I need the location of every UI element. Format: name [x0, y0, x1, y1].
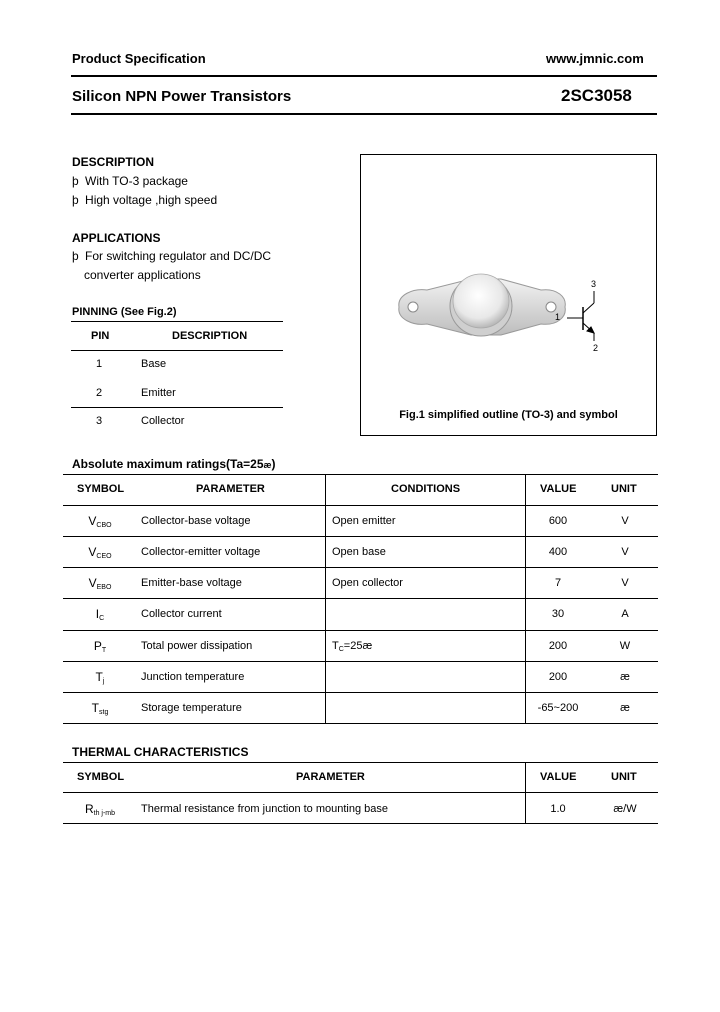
symbol-pin-3-label: 3 [591, 279, 597, 289]
pinning-col-description: DESCRIPTION [172, 330, 248, 342]
bullet-icon: þ [72, 193, 79, 207]
abs-rule-top [63, 474, 658, 475]
pinning-rule-header [71, 350, 283, 351]
header-left: Product Specification [72, 51, 206, 66]
table-row-parameter: Total power dissipation [141, 640, 253, 652]
pinning-row-3-pin: 3 [96, 415, 103, 427]
thermal-rule-bottom [63, 823, 658, 824]
abs-rule-bottom [63, 723, 658, 724]
thermal-row-unit: æ/W [613, 803, 637, 815]
to3-package-icon [399, 274, 565, 336]
abs-rule-5 [63, 661, 658, 662]
table-row-symbol: $V_{CEO}$ [88, 545, 112, 560]
table-row-condition: Open base [332, 546, 386, 558]
table-row-unit: A [621, 608, 629, 620]
table-row-value: 30 [551, 608, 565, 620]
abs-rule-4 [63, 630, 658, 631]
abs-col-unit: UNIT [611, 483, 637, 495]
pinning-row-1-desc: Base [141, 358, 167, 370]
to3-package-figure [361, 155, 656, 435]
abs-rule-header [63, 505, 658, 506]
thermal-col-parameter: PARAMETER [296, 771, 365, 783]
table-row-parameter: Emitter-base voltage [141, 577, 242, 589]
table-row-symbol: $V_{CBO}$ [88, 514, 112, 529]
description-item-2: þ High voltage ,high speed [72, 193, 218, 207]
table-row-parameter: Storage temperature [141, 702, 242, 714]
abs-rule-3 [63, 598, 658, 599]
table-row-value: 200 [548, 640, 568, 652]
thermal-row-value: 1.0 [550, 803, 566, 815]
abs-col-divider-1 [325, 474, 326, 723]
table-row-condition: Open emitter [332, 515, 396, 527]
table-row-parameter: Junction temperature [141, 671, 245, 683]
abs-rule-1 [63, 536, 658, 537]
table-row-symbol: $V_{EBO}$ [88, 576, 112, 591]
table-row-value: 200 [548, 671, 568, 683]
abs-col-value: VALUE [540, 483, 577, 495]
thermal-row-symbol: $R_{th j-mb}$ [84, 802, 116, 817]
description-item-1: þ With TO-3 package [72, 174, 188, 188]
table-row-unit: æ [620, 702, 630, 714]
thermal-heading: THERMAL CHARACTERISTICS [72, 745, 249, 759]
table-row-value: 400 [548, 546, 568, 558]
description-heading: DESCRIPTION [72, 155, 155, 169]
npn-transistor-symbol [567, 291, 594, 341]
abs-rule-6 [63, 692, 658, 693]
abs-col-divider-2 [525, 474, 526, 723]
table-row-value: -65~200 [537, 702, 579, 714]
pinning-row-2-pin: 2 [96, 387, 103, 399]
pinning-rule-top [71, 321, 283, 322]
table-row-symbol: $I_C$ [95, 607, 105, 622]
header-rule-bottom [71, 113, 657, 115]
abs-max-heading: Absolute maximum ratings(Ta=25æ) [72, 457, 276, 471]
table-row-unit: V [621, 577, 629, 589]
applications-heading: APPLICATIONS [72, 231, 161, 245]
abs-col-parameter: PARAMETER [196, 483, 265, 495]
pinning-row-1-pin: 1 [96, 358, 103, 370]
thermal-col-unit: UNIT [611, 771, 637, 783]
table-row-symbol: $T_{stg}$ [91, 701, 109, 716]
thermal-col-symbol: SYMBOL [77, 771, 125, 783]
abs-rule-2 [63, 567, 658, 568]
table-row-symbol: $P_T$ [93, 639, 107, 654]
table-row-condition: $T_C=25æ$ [332, 640, 373, 653]
thermal-rule-header [63, 792, 658, 793]
bullet-icon: þ [72, 174, 79, 188]
table-row-parameter: Collector current [141, 608, 222, 620]
table-row-condition: Open collector [332, 577, 403, 589]
thermal-rule-top [63, 762, 658, 763]
symbol-pin-1-label: 1 [555, 312, 561, 322]
table-row-value: 7 [554, 577, 562, 589]
thermal-col-value: VALUE [540, 771, 577, 783]
table-row-unit: V [621, 546, 629, 558]
part-number: 2SC3058 [561, 86, 632, 105]
symbol-pin-2-label: 2 [593, 343, 599, 353]
table-row-unit: æ [620, 671, 630, 683]
table-row-value: 600 [548, 515, 568, 527]
abs-col-symbol: SYMBOL [77, 483, 125, 495]
applications-item-1: þ For switching regulator and DC/DC [72, 249, 272, 263]
pinning-rule-mid [71, 407, 283, 408]
abs-col-conditions: CONDITIONS [391, 483, 461, 495]
page-subtitle: Silicon NPN Power Transistors [72, 88, 292, 105]
pinning-row-2-desc: Emitter [141, 387, 176, 399]
pinning-heading: PINNING (See Fig.2) [72, 306, 177, 318]
table-row-unit: V [621, 515, 629, 527]
pinning-row-3-desc: Collector [141, 415, 185, 427]
table-row-symbol: $T_j$ [95, 670, 105, 685]
figure-caption: Fig.1 simplified outline (TO-3) and symbol [399, 409, 618, 421]
table-row-unit: W [619, 640, 631, 652]
bullet-icon: þ [72, 249, 79, 263]
applications-item-1-cont: converter applications [84, 268, 201, 282]
pinning-col-pin: PIN [91, 330, 110, 342]
header-rule-top [71, 75, 657, 77]
table-row-parameter: Collector-emitter voltage [141, 546, 261, 558]
table-row-parameter: Collector-base voltage [141, 515, 251, 527]
header-website: www.jmnic.com [546, 51, 644, 66]
figure-box [360, 154, 657, 436]
thermal-row-parameter: Thermal resistance from junction to mounting base [141, 803, 389, 815]
